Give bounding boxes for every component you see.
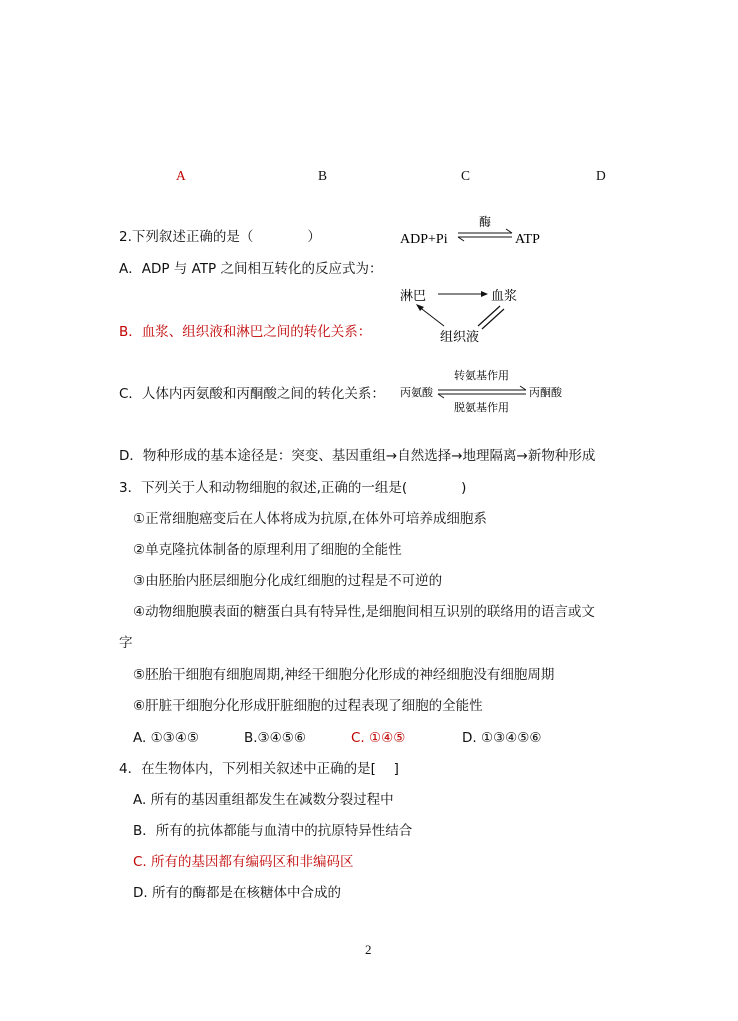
q2-option-d: D．物种形成的基本途径是：突变、基因重组→自然选择→地理隔离→新物种形成 [119,448,596,464]
q3-option-d: D. ①③④⑤⑥ [462,730,542,746]
q4-option-b: B．所有的抗体都能与血清中的抗原特异性结合 [133,823,413,839]
q3-option-c: C. ①④⑤ [351,730,406,746]
fluid-diagram [396,280,536,350]
q3-item-1: ①正常细胞癌变后在人体将成为抗原,在体外可培养成细胞系 [133,511,487,527]
atp-reaction-diagram [396,212,566,252]
lymph-label: 淋巴 [400,289,427,304]
q4-option-c: C. 所有的基因都有编码区和非编码区 [133,854,354,870]
q2-option-b: B．血浆、组织液和淋巴之间的转化关系： [119,324,372,340]
transamination-label: 转氨基作用 [454,369,509,382]
top-choice-c: C [461,168,471,183]
q2-option-c: C．人体内丙氨酸和丙酮酸之间的转化关系： [119,386,385,402]
atp-enzyme-label: 酶 [479,215,492,229]
q3-item-3: ③由胚胎内胚层细胞分化成红细胞的过程是不可逆的 [133,573,443,589]
deamination-label: 脱氨基作用 [454,401,509,414]
atp-left-label: ADP+Pi [400,232,448,247]
q2-stem: 2.下列叙述正确的是（ ） [119,229,321,245]
q4-option-a: A. 所有的基因重组都发生在减数分裂过程中 [133,792,394,808]
amino-conversion-diagram [398,366,578,418]
page-number: 2 [365,942,372,957]
q3-option-a: A. ①③④⑤ [133,730,199,746]
alanine-label: 丙氨酸 [400,386,433,399]
q3-item-2: ②单克隆抗体制备的原理利用了细胞的全能性 [133,542,402,558]
q3-stem: 3．下列关于人和动物细胞的叙述,正确的一组是( ) [119,480,467,496]
top-choice-b: B [318,168,328,183]
atp-right-label: ATP [515,232,540,247]
top-choice-d: D [596,168,606,183]
q2-option-a: A．ADP 与 ATP 之间相互转化的反应式为： [119,261,383,277]
tissue-fluid-label: 组织液 [440,330,480,345]
pyruvate-label: 丙酮酸 [529,386,562,399]
plasma-label: 血浆 [491,289,518,304]
q3-item-5: ⑤胚胎干细胞有细胞周期,神经干细胞分化形成的神经细胞没有细胞周期 [133,667,555,683]
q3-option-b: B.③④⑤⑥ [244,730,306,746]
q3-item-4-cont: 字 [119,635,133,651]
q3-item-4: ④动物细胞膜表面的糖蛋白具有特异性,是细胞间相互识别的联络用的语言或文 [133,604,595,620]
top-choice-a: A [176,168,186,183]
q3-item-6: ⑥肝脏干细胞分化形成肝脏细胞的过程表现了细胞的全能性 [133,698,483,714]
q4-option-d: D. 所有的酶都是在核糖体中合成的 [133,885,341,901]
q4-stem: 4．在生物体内，下列相关叙述中正确的是[ ] [119,761,399,777]
